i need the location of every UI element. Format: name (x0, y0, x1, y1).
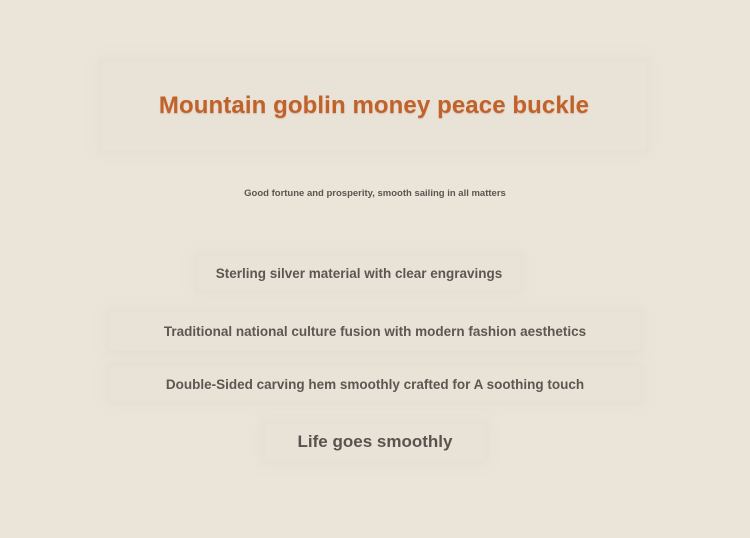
feature-text-2: Traditional national culture fusion with modern fashion aesthetics (163, 323, 587, 339)
feature-banner-3 (110, 367, 640, 401)
feature-banner-2 (110, 312, 640, 350)
feature-banner-1 (198, 256, 520, 290)
title-banner (102, 62, 646, 150)
feature-text-3: Double-Sided carving hem smoothly crafted for A soothing touch (165, 376, 585, 392)
product-subtitle: Good fortune and prosperity, smooth sailing in all matters (244, 188, 506, 199)
product-title: Mountain goblin money peace buckle (158, 92, 590, 119)
feature-text-1: Sterling silver material with clear engravings (215, 265, 503, 281)
closing-banner (265, 424, 485, 460)
closing-text: Life goes smoothly (297, 432, 453, 451)
